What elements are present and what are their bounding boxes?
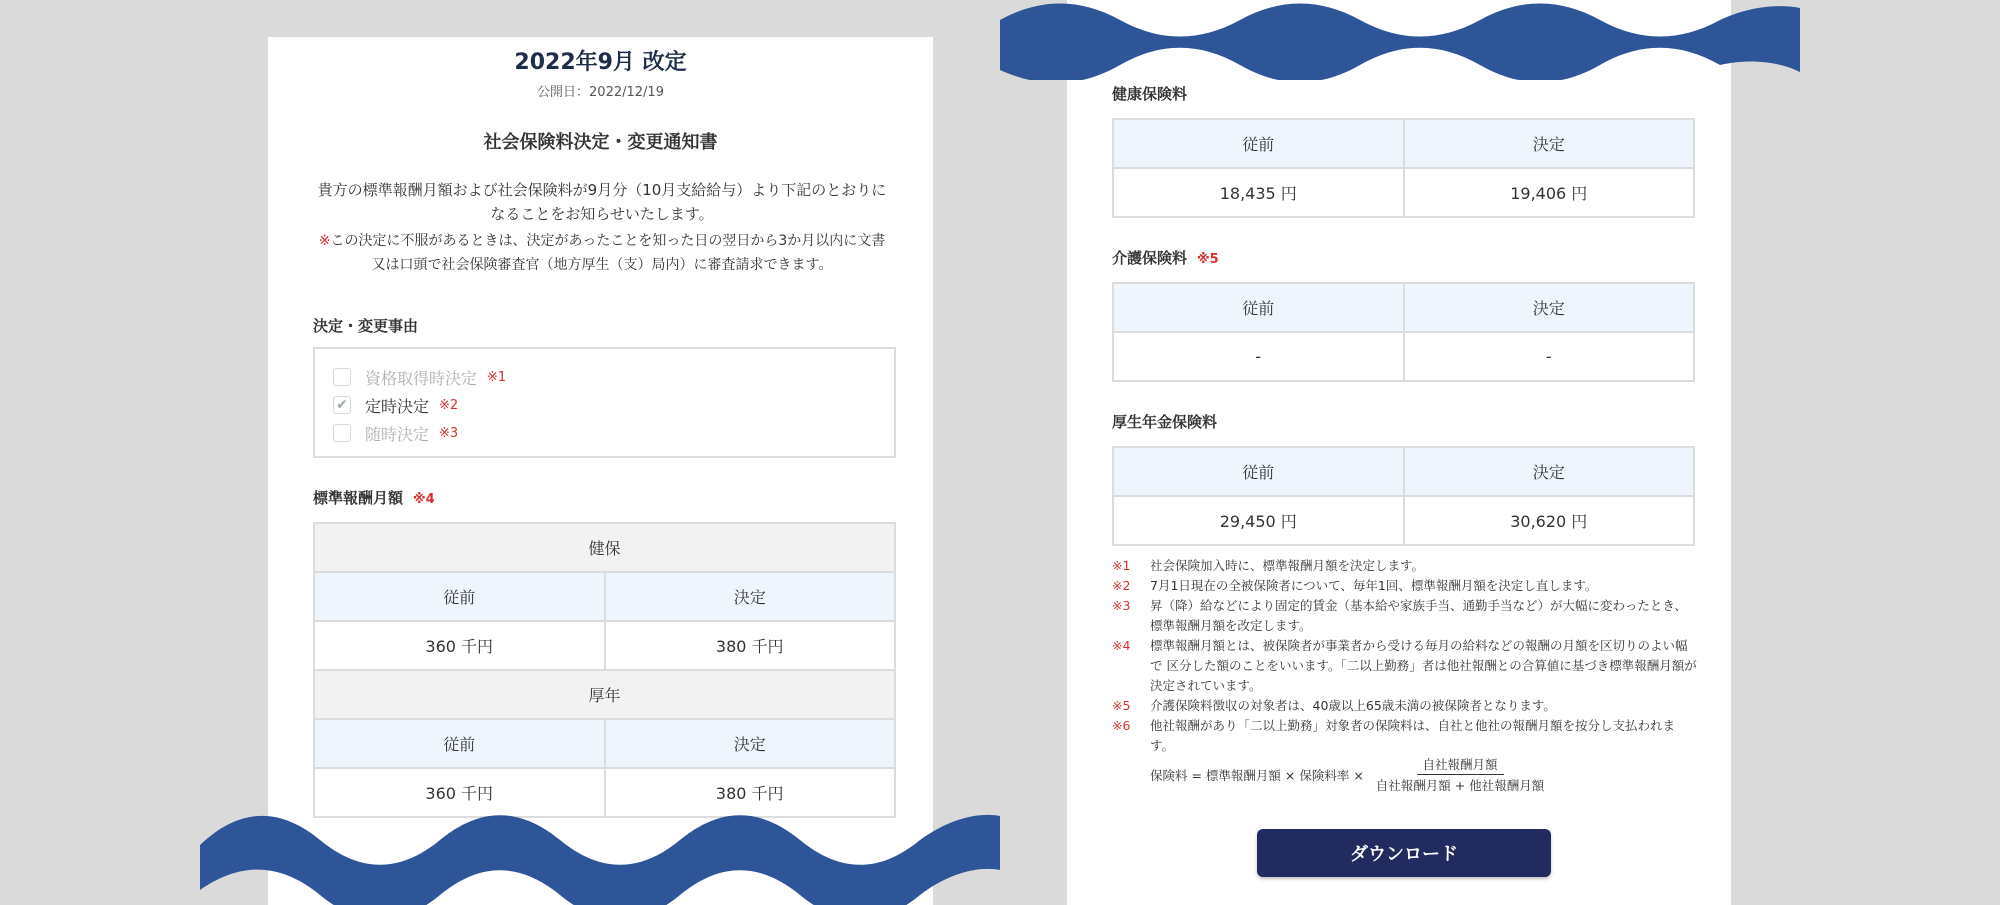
reason-ref: ※1 [487, 369, 507, 385]
pension-before-value: 360 千円 [314, 768, 605, 817]
health-before-value: 360 千円 [314, 621, 605, 670]
before-header: 従前 [314, 719, 605, 768]
document-title: 社会保険料決定・変更通知書 [483, 132, 718, 153]
after-header: 決定 [605, 719, 896, 768]
formula-numerator: 自社報酬月額 [1417, 755, 1504, 775]
reason-section-label: 決定・変更事由 [313, 317, 419, 335]
care-premium-label [1112, 247, 1219, 268]
footnote-mark: ※1 [1112, 558, 1131, 573]
before-header: 従前 [1113, 447, 1404, 496]
checkbox-unchecked-icon[interactable] [333, 424, 351, 442]
appeal-notice [313, 229, 891, 277]
checkbox-checked-icon[interactable] [333, 396, 351, 414]
reason-checklist [313, 347, 896, 458]
care-ref: ※5 [1197, 252, 1219, 267]
footnote-mark: ※4 [1112, 638, 1131, 653]
intro-text: 貴方の標準報酬月額および社会保険料が9月分（10月支給給与）より下記のとおりになることをお知らせいたします。 [317, 181, 887, 223]
pension-premium-label: 厚生年金保険料 [1112, 413, 1218, 431]
wave-decoration-top [1000, 0, 1800, 80]
footnote [1112, 596, 1697, 636]
notice-text: この決定に不服があるときは、決定があったことを知った日の翌日から3か月以内に文書又は口頭で社会保険審査官（地方厚生（支）局内）に審査請求できます。 [330, 233, 886, 273]
download-button[interactable]: ダウンロード [1257, 829, 1551, 877]
health-insurance-header: 健保 [314, 523, 895, 572]
salary-ref: ※4 [413, 492, 435, 507]
reason-ref: ※2 [439, 397, 459, 413]
footnotes [1112, 556, 1697, 756]
pension-premium-table [1112, 446, 1695, 546]
care-premium-before: - [1113, 332, 1404, 381]
health-premium-label: 健康保険料 [1112, 85, 1188, 103]
before-header: 従前 [314, 572, 605, 621]
care-label: 介護保険料 [1112, 249, 1188, 267]
footnote-text: 昇（降）給などにより固定的賃金（基本給や家族手当、通勤手当など）が大幅に変わったとき、標準報酬月額を改定します。 [1150, 598, 1687, 633]
footnote-text: 社会保険加入時に、標準報酬月額を決定します。 [1150, 558, 1425, 573]
footnote-mark: ※3 [1112, 598, 1131, 613]
page-title: 2022年9月 改定 [514, 50, 687, 75]
footnote-text: 介護保険料徴収の対象者は、40歳以上65歳未満の被保険者となります。 [1150, 698, 1556, 713]
after-header: 決定 [605, 572, 896, 621]
reason-label: 資格取得時決定 [365, 368, 478, 388]
wave-decoration-bottom [200, 800, 1000, 905]
reason-option-regular[interactable] [333, 391, 876, 419]
footnote-mark: ※2 [1112, 578, 1131, 593]
after-header: 決定 [1404, 119, 1695, 168]
health-premium-before: 18,435 円 [1113, 168, 1404, 217]
footnote [1112, 556, 1697, 576]
right-document-panel [1067, 0, 1731, 905]
premium-formula [1150, 755, 1550, 794]
pension-premium-before: 29,450 円 [1113, 496, 1404, 545]
reason-label: 随時決定 [365, 424, 430, 444]
formula-denominator: 自社報酬月額 + 他社報酬月額 [1375, 778, 1545, 793]
formula-fraction [1370, 755, 1550, 794]
reason-label: 定時決定 [365, 396, 430, 416]
publish-date: 公開日：2022/12/19 [537, 85, 664, 100]
health-premium-table [1112, 118, 1695, 218]
footnote-text: 他社報酬があり「二以上勤務」対象者の保険料は、自社と他社の報酬月額を按分し支払われます。 [1150, 718, 1676, 753]
notice-mark: ※ [318, 233, 331, 249]
pension-after-value: 380 千円 [605, 768, 896, 817]
health-after-value: 380 千円 [605, 621, 896, 670]
reason-option-occasional[interactable] [333, 419, 876, 447]
health-premium-after: 19,406 円 [1404, 168, 1695, 217]
care-premium-after: - [1404, 332, 1695, 381]
reason-option-acquisition[interactable] [333, 363, 876, 391]
footnote-text: 標準報酬月額とは、被保険者が事業者から受ける毎月の給料などの報酬の月額を区切りのよい幅で 区分した額のことをいいます。「二以上勤務」者は他社報酬との合算値に基づき標準報酬月額が決定されています。 [1150, 638, 1697, 693]
check-mark-icon: ✔ [336, 397, 348, 413]
pension-header: 厚年 [314, 670, 895, 719]
footnote-text: 7月1日現在の全被保険者について、毎年1回、標準報酬月額を決定し直します。 [1150, 578, 1598, 593]
formula-lhs: 保険料 = 標準報酬月額 × 保険料率 × [1150, 767, 1364, 783]
left-document-panel [268, 37, 933, 905]
footnote [1112, 716, 1697, 756]
reason-ref: ※3 [439, 425, 459, 441]
after-header: 決定 [1404, 283, 1695, 332]
salary-label: 標準報酬月額 [313, 489, 404, 507]
care-premium-table [1112, 282, 1695, 382]
footnote-mark: ※6 [1112, 718, 1131, 733]
before-header: 従前 [1113, 283, 1404, 332]
footnote [1112, 636, 1697, 696]
footnote-mark: ※5 [1112, 698, 1131, 713]
after-header: 決定 [1404, 447, 1695, 496]
salary-section-label [313, 487, 435, 508]
footnote [1112, 576, 1697, 596]
salary-table [313, 522, 896, 818]
before-header: 従前 [1113, 119, 1404, 168]
checkbox-unchecked-icon[interactable] [333, 368, 351, 386]
footnote [1112, 696, 1697, 716]
pension-premium-after: 30,620 円 [1404, 496, 1695, 545]
